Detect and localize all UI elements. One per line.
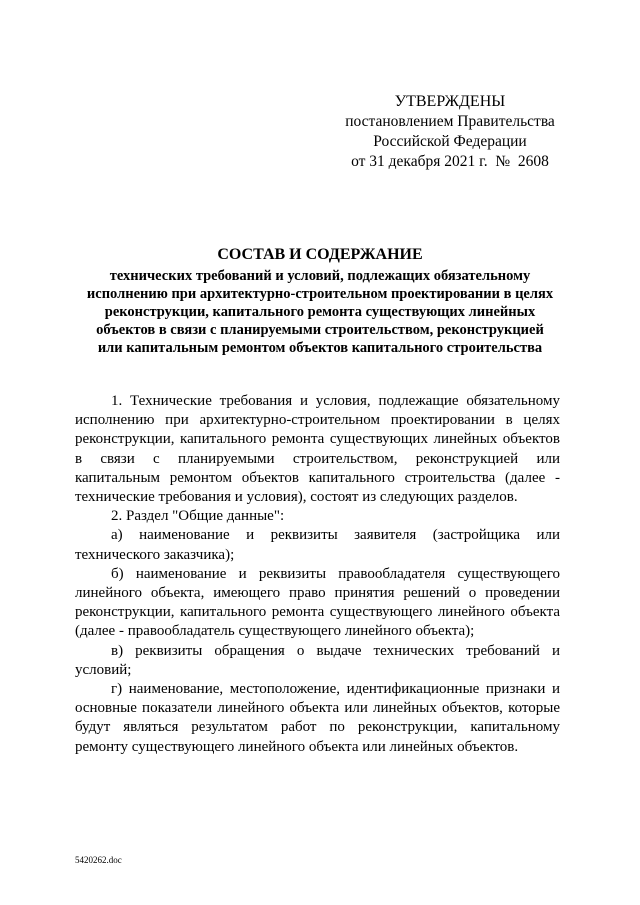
paragraph-2v: в) реквизиты обращения о выдаче технических требований и условий; xyxy=(75,642,560,678)
paragraph-2g: г) наименование, местоположение, идентификационные признаки и основные показатели линейного объекта или линейных объектов, которые будут являться результатом работ по реконструкции, капитальному ремонту существующего линейного объекта или линейных объектов. xyxy=(75,681,560,755)
approval-block xyxy=(330,92,570,172)
approval-line-2: Российской Федерации xyxy=(373,133,527,150)
heading-subtitle xyxy=(60,267,580,357)
paragraph-2: 2. Раздел "Общие данные": xyxy=(111,508,285,525)
approval-line-1: постановлением Правительства xyxy=(345,113,555,130)
heading-subtitle-line: объектов в связи с планируемыми строительством, реконструкцией xyxy=(96,322,544,338)
document-body xyxy=(75,392,560,757)
approval-title: УТВЕРЖДЕНЫ xyxy=(394,93,506,110)
paragraph-2a: а) наименование и реквизиты заявителя (застройщика или технического заказчика); xyxy=(75,527,560,563)
heading-title: СОСТАВ И СОДЕРЖАНИЕ xyxy=(217,246,423,263)
paragraph-1: 1. Технические требования и условия, подлежащие обязательному исполнению при архитектурно-строительном проектировании в целях реконструкции, капитального ремонта существующих линейных объектов в связи с планируемыми строительством, реконструкцией или капитальным ремонтом объектов капитального строительства (далее - технические требования и условия), состоят из следующих разделов. xyxy=(75,393,560,506)
footer-filename: 5420262.doc xyxy=(75,855,122,865)
heading-subtitle-line: реконструкции, капитального ремонта существующих линейных xyxy=(104,304,536,320)
paragraph-2b: б) наименование и реквизиты правообладателя существующего линейного объекта, имеющего право принятия решений о проведении реконструкции, капитального ремонта существующего линейного объекта (далее - правообладатель существующего линейного объекта); xyxy=(75,565,560,640)
approval-line-3: от 31 декабря 2021 г. № 2608 xyxy=(351,153,549,170)
heading-subtitle-line: или капитальным ремонтом объектов капитального строительства xyxy=(97,340,543,356)
heading-subtitle-line: технических требований и условий, подлежащих обязательному xyxy=(109,268,531,284)
document-heading xyxy=(60,244,580,357)
heading-subtitle-line: исполнению при архитектурно-строительном проектировании в целях xyxy=(86,286,554,302)
